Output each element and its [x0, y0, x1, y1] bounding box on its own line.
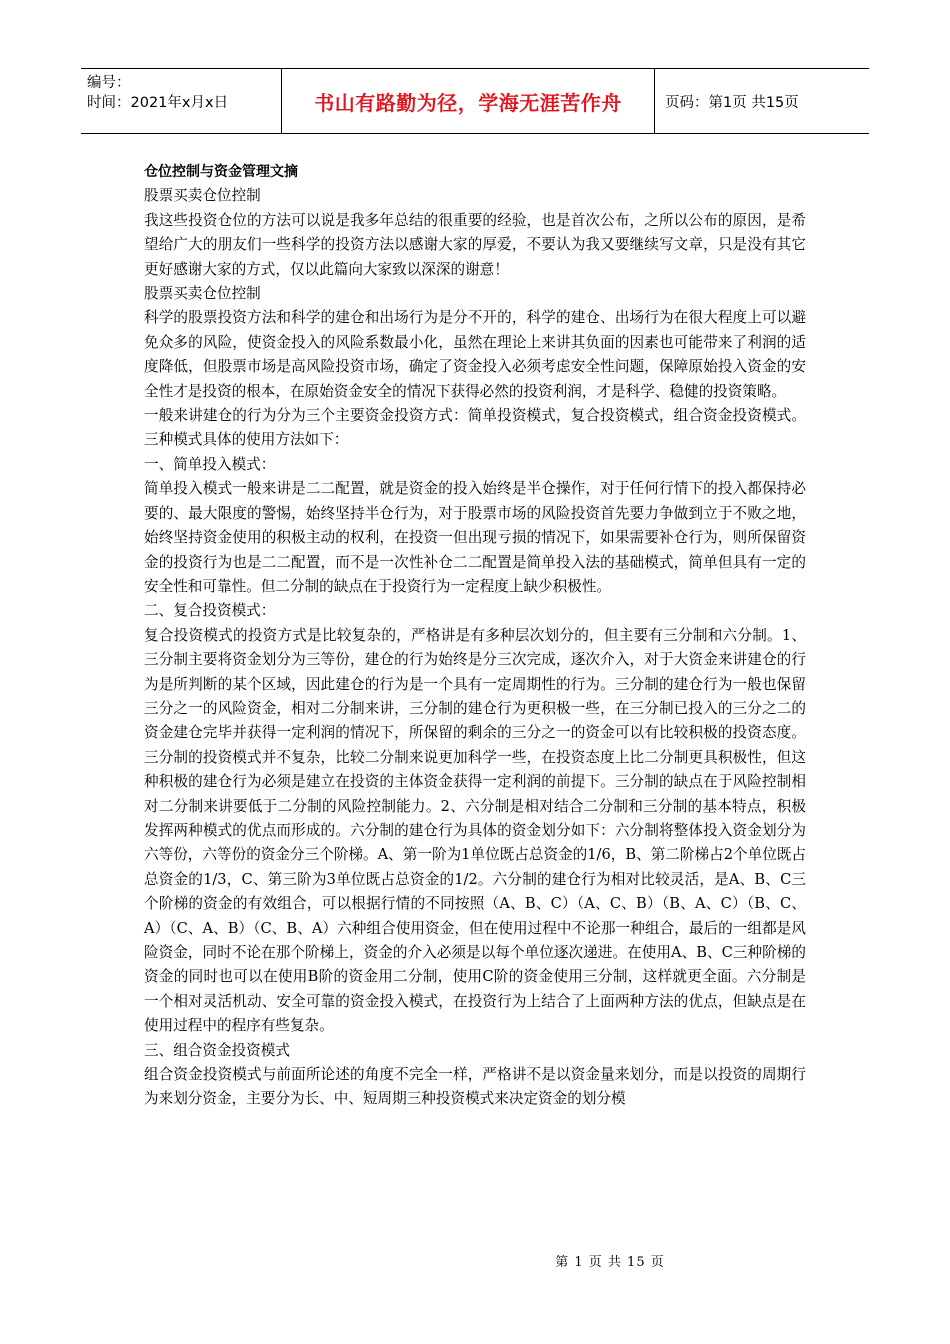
section-heading: 股票买卖仓位控制 — [144, 285, 261, 303]
header-motto: 书山有路勤为径，学海无涯苦作舟 — [282, 69, 655, 133]
section-heading: 股票买卖仓位控制 — [144, 187, 261, 205]
footer-page-number: 第 1 页 共 15 页 — [555, 1255, 665, 1270]
section-heading: 一、简单投入模式： — [144, 455, 276, 473]
paragraph: 我这些投资仓位的方法可以说是我多年总结的很重要的经验，也是首次公布，之所以公布的原因，是希望给广大的朋友们一些科学的投资方法以感谢大家的厚爱，不要认为我又要继续写文章，只是没有其它更好感谢大家的方式，仅以此篇向大家致以深深的谢意！ — [144, 211, 806, 278]
doc-number-label: 编号： — [87, 75, 131, 91]
document-body — [144, 160, 806, 1112]
header-meta — [81, 69, 282, 133]
page-footer — [0, 1251, 950, 1270]
paragraph: 复合投资模式的投资方式是比较复杂的，严格讲是有多种层次划分的，但主要有三分制和六分制。1、三分制主要将资金划分为三等份，建仓的行为始终是分三次完成，逐次介入，对于大资金来讲建仓的行为是所判断的某个区域，因此建仓的行为是一个具有一定周期性的行为。三分制的建仓行为一般也保留三分之一的风险资金，相对二分制来讲，三分制的建仓行为更积极一些，在三分制已投入的三分之二的资金建仓完毕并获得一定利润的情况下，所保留的剩余的三分之一的资金可以有比较积极的投资态度。三分制的投资模式并不复杂，比较二分制来说更加科学一些，在投资态度上比二分制更具积极性，但这种积极的建仓行为必须是建立在投资的主体资金获得一定利润的前提下。三分制的缺点在于风险控制相对二分制来讲要低于二分制的风险控制能力。2、六分制是相对结合二分制和三分制的基本特点，积极发挥两种模式的优点而形成的。六分制的建仓行为具体的资金划分如下：六分制将整体投入资金划分为六等份，六等份的资金分三个阶梯。A、第一阶为1单位既占总资金的1/6，B、第二阶梯占2个单位既占总资金的1/3，C、第三阶为3单位既占总资金的1/2。六分制的建仓行为相对比较灵活，是A、B、C三个阶梯的资金的有效组合，可以根据行情的不同按照（A、B、C）（A、C、B）（B、A、C）（B、C、A）（C、A、B）（C、B、A）六种组合使用资金，但在使用过程中不论那一种组合，最后的一组都是风险资金，同时不论在那个阶梯上，资金的介入必须是以每个单位逐次递进。在使用A、B、C三种阶梯的资金的同时也可以在使用B阶的资金用二分制，使用C阶的资金使用三分制，这样就更全面。六分制是一个相对灵活机动、安全可靠的资金投入模式，在投资行为上结合了上面两种方法的优点，但缺点是在使用过程中的程序有些复杂。 — [144, 626, 806, 1035]
section-heading: 二、复合投资模式： — [144, 602, 276, 620]
paragraph: 组合资金投资模式与前面所论述的角度不完全一样，严格讲不是以资金量来划分，而是以投资的周期行为来划分资金，主要分为长、中、短周期三种投资模式来决定资金的划分模 — [144, 1066, 806, 1108]
document-title: 仓位控制与资金管理文摘 — [144, 164, 298, 180]
header-page-number: 页码：第1页 共15页 — [665, 94, 799, 111]
paragraph: 简单投入模式一般来讲是二二配置，就是资金的投入始终是半仓操作，对于任何行情下的投入都保持必要的、最大限度的警惕，始终坚持半仓行为，对于股票市场的风险投资首先要力争做到立于不败之地，始终坚持资金使用的积极主动的权利，在投资一但出现亏损的情况下，如果需要补仓行为，则所保留资金的投资行为也是二二配置，而不是一次性补仓二二配置是简单投入法的基础模式，简单但具有一定的安全性和可靠性。但二分制的缺点在于投资行为一定程度上缺少积极性。 — [144, 480, 806, 595]
section-heading: 三、组合资金投资模式 — [144, 1041, 290, 1059]
paragraph: 科学的股票投资方法和科学的建仓和出场行为是分不开的，科学的建仓、出场行为在很大程度上可以避免众多的风险，使资金投入的风险系数最小化，虽然在理论上来讲其负面的因素也可能带来了利润的适度降低，但股票市场是高风险投资市场，确定了资金投入必须考虑安全性问题，保障原始投入资金的安全性才是投资的根本，在原始资金安全的情况下获得必然的投资利润，才是科学、稳健的投资策略。 — [144, 309, 806, 400]
paragraph: 一般来讲建仓的行为分为三个主要资金投资方式：简单投资模式，复合投资模式，组合资金投资模式。三种模式具体的使用方法如下： — [144, 407, 806, 449]
page-header — [81, 68, 869, 134]
doc-date-label: 时间：2021年x月x日 — [87, 95, 229, 111]
